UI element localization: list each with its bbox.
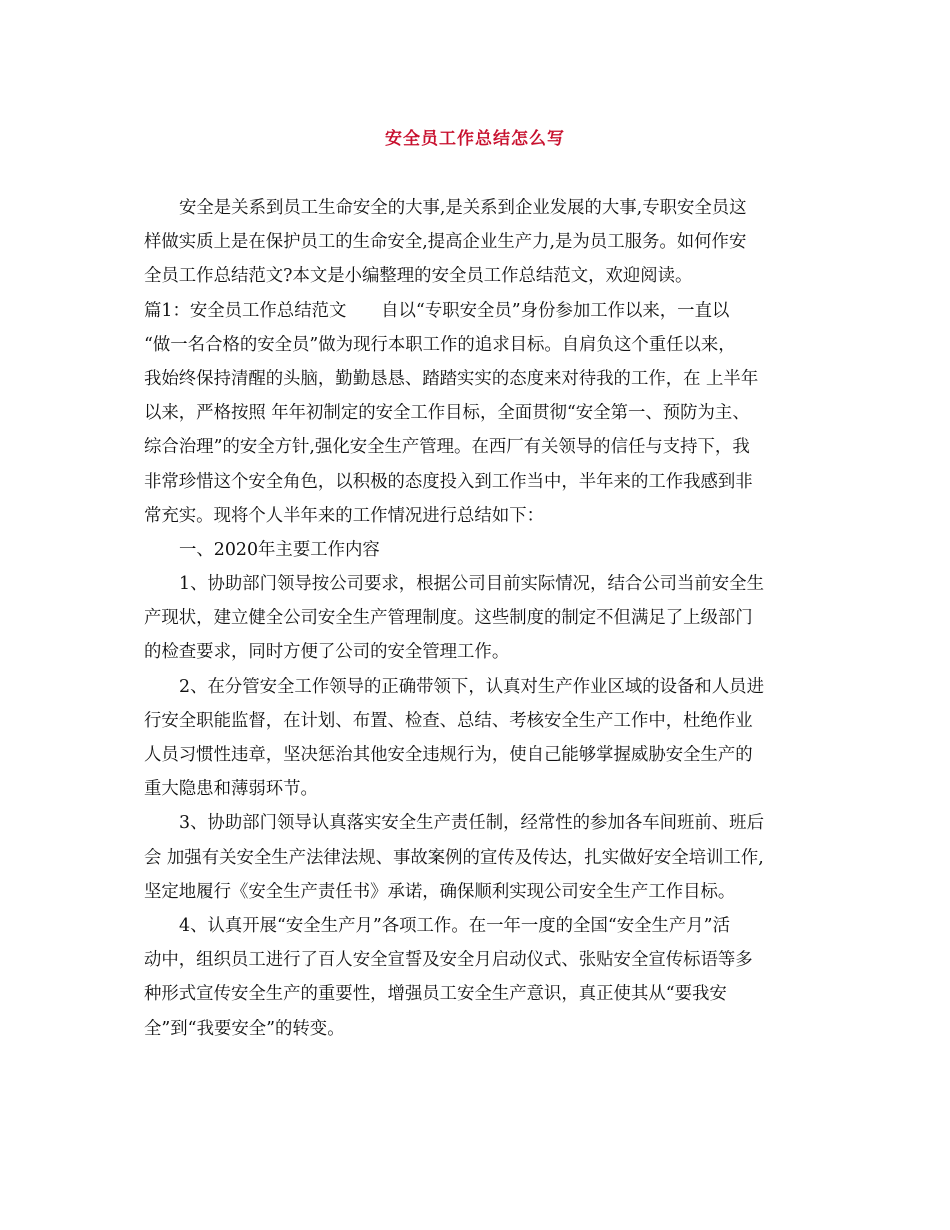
body-line: 行安全职能监督，在计划、布置、检查、总结、考核安全生产工作中，杜绝作业 bbox=[144, 710, 753, 731]
body-line: 常充实。现将个人半年来的工作情况进行总结如下： bbox=[144, 505, 544, 526]
body-line: 2、在分管安全工作领导的正确带领下，认真对生产作业区域的设备和人员进 bbox=[179, 676, 764, 697]
document-body bbox=[144, 191, 812, 1046]
document-title: 安全员工作总结怎么写 bbox=[385, 129, 565, 149]
body-line: 重大隐患和薄弱环节。 bbox=[144, 779, 318, 800]
body-line: 我始终保持清醒的头脑，勤勤恳恳、踏踏实实的态度来对待我的工作，在 上半年 bbox=[144, 368, 759, 389]
body-line: 篇1：安全员工作总结范文 自以“专职安全员”身份参加工作以来，一直以 bbox=[144, 300, 730, 321]
body-line: 3、协助部门领导认真落实安全生产责任制，经常性的参加各车间班前、班后 bbox=[179, 813, 764, 834]
body-line: 一、2020年主要工作内容 bbox=[179, 539, 380, 560]
body-line: 样做实质上是在保护员工的生命安全,提高企业生产力,是为员工服务。如何作安 bbox=[144, 232, 747, 253]
body-line: 非常珍惜这个安全角色，以积极的态度投入到工作当中，半年来的工作我感到非 bbox=[144, 471, 753, 492]
body-line: 综合治理”的安全方针,强化安全生产管理。在西厂有关领导的信任与支持下，我 bbox=[144, 437, 750, 458]
body-line: 全”到“我要安全”的转变。 bbox=[144, 1018, 345, 1039]
body-line: 坚定地履行《安全生产责任书》承诺，确保顺利实现公司安全生产工作目标。 bbox=[144, 881, 736, 902]
body-line: 人员习惯性违章，坚决惩治其他安全违规行为，使自己能够掌握威胁安全生产的 bbox=[144, 745, 753, 765]
body-line: 1、协助部门领导按公司要求，根据公司目前实际情况，结合公司当前安全生 bbox=[179, 574, 764, 595]
body-line: 安全是关系到员工生命安全的大事,是关系到企业发展的大事,专职安全员这 bbox=[179, 198, 747, 218]
body-line: 的检查要求，同时方便了公司的安全管理工作。 bbox=[144, 642, 510, 663]
body-line: 产现状，建立健全公司安全生产管理制度。这些制度的制定不但满足了上级部门 bbox=[144, 608, 753, 629]
body-line: “做一名合格的安全员”做为现行本职工作的追求目标。自肩负这个重任以来， bbox=[144, 334, 736, 355]
body-line: 会 加强有关安全生产法律法规、事故案例的宣传及传达，扎实做好安全培训工作, bbox=[144, 847, 764, 868]
body-line: 全员工作总结范文?本文是小编整理的安全员工作总结范文，欢迎阅读。 bbox=[144, 266, 693, 287]
body-line: 动中，组织员工进行了百人安全宣誓及安全月启动仪式、张贴安全宣传标语等多 bbox=[144, 950, 753, 971]
body-line: 种形式宣传安全生产的重要性，增强员工安全生产意识，真正使其从“要我安 bbox=[144, 984, 727, 1005]
body-line: 4、认真开展“安全生产月”各项工作。在一年一度的全国“安全生产月”活 bbox=[179, 915, 730, 936]
body-line: 以来，严格按照 年年初制定的安全工作目标，全面贯彻“安全第一、预防为主、 bbox=[144, 403, 750, 424]
